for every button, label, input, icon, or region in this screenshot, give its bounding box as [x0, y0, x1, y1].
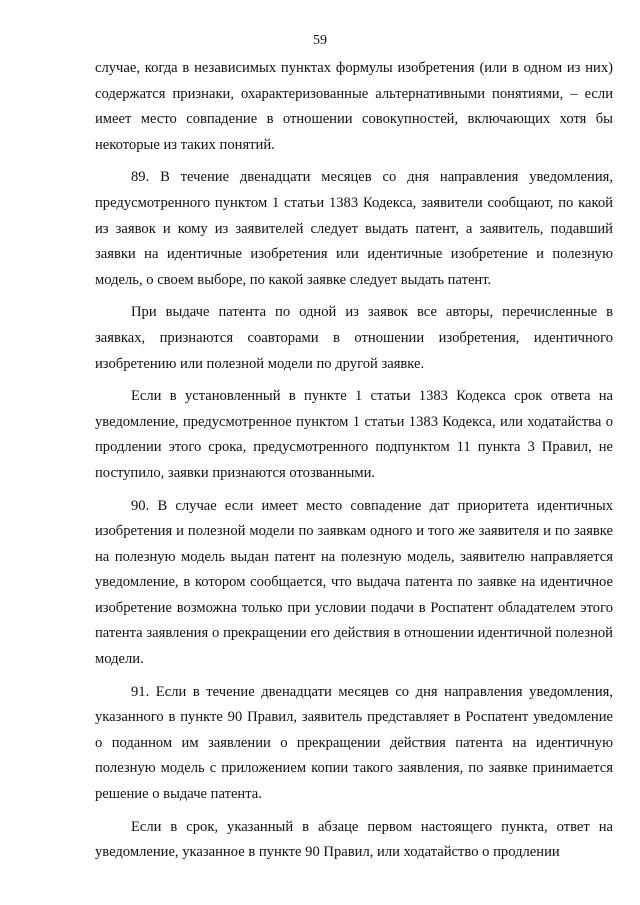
page-number: 59 — [313, 33, 327, 48]
document-body — [95, 56, 613, 866]
paragraph-item-89: 89. В течение двенадцати месяцев со дня направления уведомления, предусмотренного пунктом 1 статьи 1383 Кодекса, заявители сообщают, по какой из заявок и кому из заявителей следует выдать патент, а заявитель, подавший заявки на идентичные изобретения или идентичные изобретение и полезную модель, о своем выборе, по какой заявке следует выдать патент. — [95, 169, 613, 288]
paragraph-deadline: Если в срок, указанный в абзаце первом настоящего пункта, ответ на уведомление, указанное в пункте 90 Правил, или ходатайство о продлении — [95, 818, 613, 861]
paragraph-withdrawal: Если в установленный в пункте 1 статьи 1383 Кодекса срок ответа на уведомление, предусмотренное пунктом 1 статьи 1383 Кодекса, или ходатайства о продлении этого срока, предусмотренного подпунктом 11 пункта 3 Правил, не поступило, заявки признаются отозванными. — [95, 388, 613, 481]
paragraph-item-90: 90. В случае если имеет место совпадение дат приоритета идентичных изобретения и полезной модели по заявкам одного и того же заявителя и по заявке на полезную модель выдан патент на полезную модель, заявителю направляется уведомление, в котором сообщается, что выдача патента по заявке на идентичное изобретение возможна только при условии подачи в Роспатент обладателем этого патента заявления о прекращении его действия в отношении идентичной полезной модели. — [95, 497, 613, 668]
paragraph-coauthors: При выдаче патента по одной из заявок все авторы, перечисленные в заявках, признаются соавторами в отношении изобретения, идентичного изобретению или полезной модели по другой заявке. — [95, 304, 613, 372]
paragraph-continuation: случае, когда в независимых пунктах формулы изобретения (или в одном из них) содержатся признаки, охарактеризованные альтернативными понятиями, – если имеет место совпадение в отношении совокупностей, включающих хотя бы некоторые из таких понятий. — [95, 60, 613, 153]
paragraph-item-91: 91. Если в течение двенадцати месяцев со дня направления уведомления, указанного в пункте 90 Правил, заявитель представляет в Роспатент уведомление о поданном им заявлении о прекращении действия патента на идентичную полезную модель с приложением копии такого заявления, по заявке принимается решение о выдаче патента. — [95, 683, 613, 803]
